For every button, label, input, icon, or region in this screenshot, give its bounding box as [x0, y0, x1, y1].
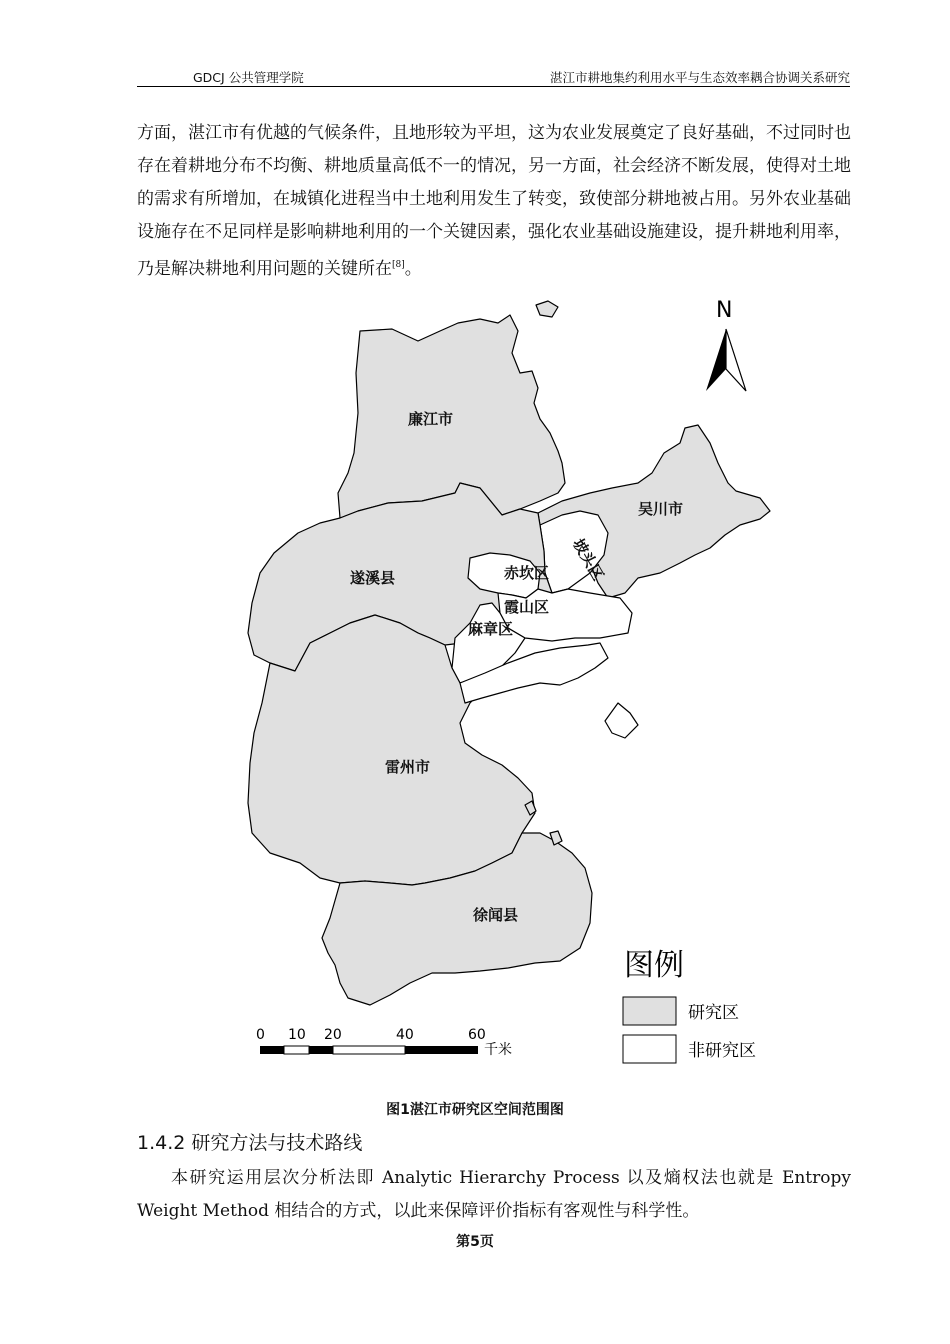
page-header — [137, 66, 850, 87]
scale-tick-0: 0 — [256, 1027, 265, 1043]
body-paragraph-2: 本研究运用层次分析法即 Analytic Hierarchy Process 以及熵权法也就是 Entropy Weight Method 相结合的方式，以此来保障评价指标有客观性与科学性。 — [137, 1168, 851, 1221]
label-leizhou: 雷州市 — [385, 758, 431, 776]
island-north — [536, 301, 558, 317]
legend-swatch-study — [623, 997, 676, 1025]
scale-bar — [256, 1027, 512, 1058]
north-arrow-icon — [706, 298, 746, 391]
scale-tick-40: 40 — [396, 1027, 414, 1043]
study-area-map — [240, 293, 800, 1073]
label-chikan: 赤坎区 — [504, 564, 550, 582]
island-east — [605, 703, 638, 738]
scale-tick-20: 20 — [324, 1027, 342, 1043]
body-paragraph-1 — [137, 117, 851, 286]
legend-study-label: 研究区 — [688, 1003, 739, 1023]
header-title: 湛江市耕地集约利用水平与生态效率耦合协调关系研究 — [549, 70, 850, 85]
figure-caption: 图1湛江市研究区空间范围图 — [386, 1102, 564, 1118]
label-mazhang: 麻章区 — [468, 620, 514, 638]
label-xiashan: 霞山区 — [504, 598, 550, 616]
label-suixi: 遂溪县 — [350, 569, 396, 587]
north-label: N — [716, 298, 733, 323]
label-potou: 坡头区 — [569, 535, 608, 584]
section-heading: 1.4.2 研究方法与技术路线 — [137, 1132, 363, 1154]
map-legend — [623, 948, 756, 1063]
label-lianjiang: 廉江市 — [408, 410, 454, 428]
scale-tick-60: 60 — [468, 1027, 486, 1043]
paragraph-1-end: 。 — [404, 259, 422, 279]
legend-non-study-label: 非研究区 — [688, 1041, 756, 1061]
label-wuchuan: 吴川市 — [638, 500, 684, 518]
scale-unit: 千米 — [484, 1042, 512, 1058]
header-institution: GDCJ 公共管理学院 — [193, 70, 304, 85]
scale-tick-10: 10 — [288, 1027, 306, 1043]
label-xuwen: 徐闻县 — [473, 906, 519, 924]
page-number: 第5页 — [456, 1234, 494, 1250]
paragraph-1-text: 方面，湛江市有优越的气候条件，且地形较为平坦，这为农业发展奠定了良好基础，不过同时也存在着耕地分布不均衡、耕地质量高低不一的情况，另一方面，社会经济不断发展，使得对土地的需求有所增加，在城镇化进程当中土地利用发生了转变，致使部分耕地被占用。另外农业基础设施存在不足同样是影响耕地利用的一个关键因素，强化农业基础设施建设，提升耕地利用率，乃是解决耕地利用问题的关键所在 — [137, 123, 851, 279]
citation-ref[interactable]: [8] — [392, 260, 405, 270]
legend-title: 图例 — [624, 948, 684, 983]
legend-swatch-non-study — [623, 1035, 676, 1063]
